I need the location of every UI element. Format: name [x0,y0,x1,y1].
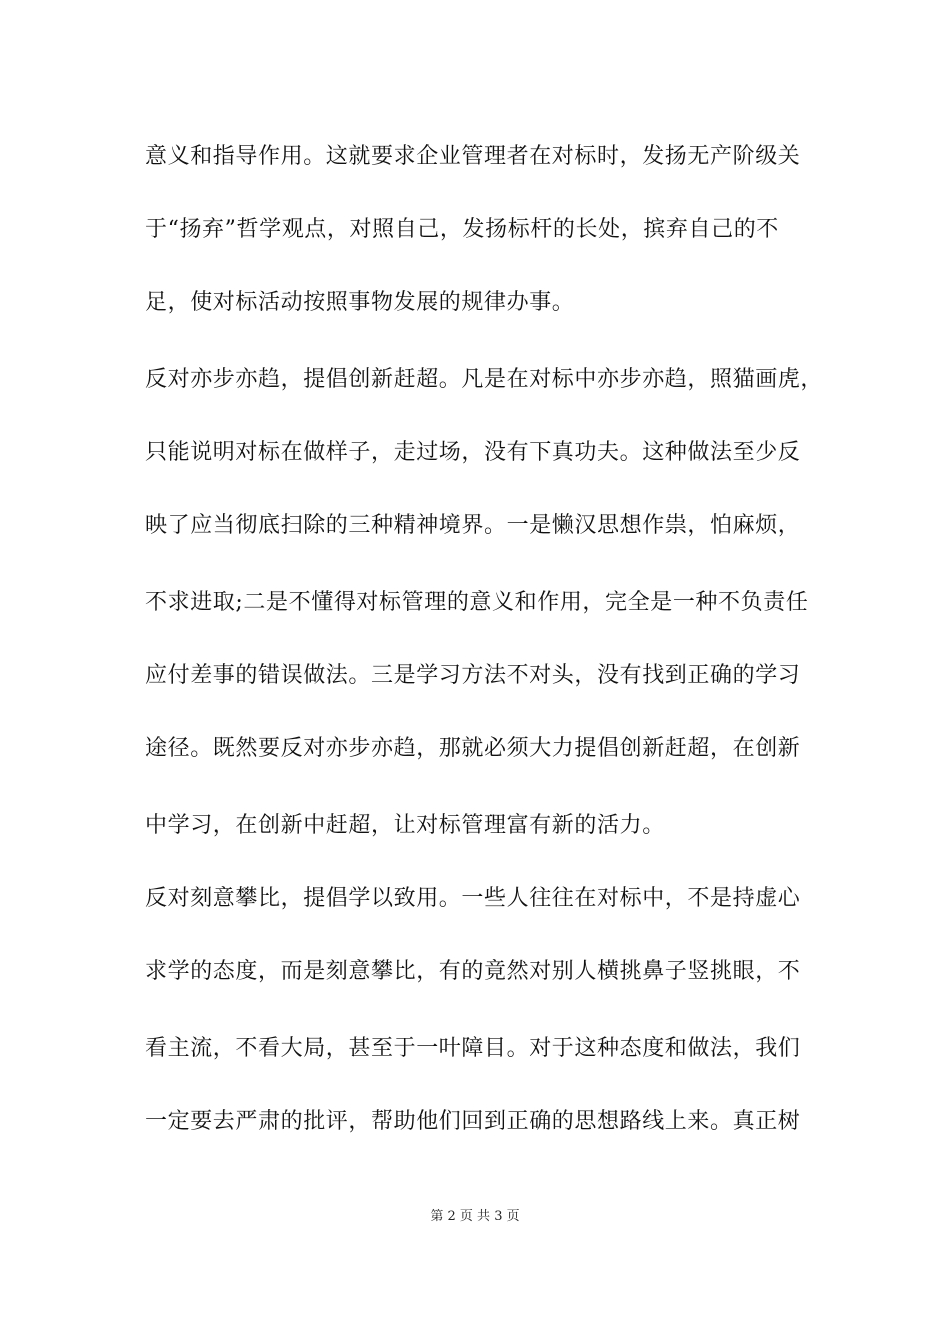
text-line: 不求进取;二是不懂得对标管理的意义和作用，完全是一种不负责任 [145,590,809,615]
text-line: 反对亦步亦趋，提倡创新赶超。凡是在对标中亦步亦趋，照猫画虎， [145,367,824,392]
page-number: 第 2 页 共 3 页 [430,1209,520,1224]
text-line: 途径。既然要反对亦步亦趋，那就必须大力提倡创新赶超，在创新 [145,736,801,761]
text-line: 映了应当彻底扫除的三种精神境界。一是懒汉思想作祟，怕麻烦， [145,513,801,538]
text-line: 看主流，不看大局，甚至于一叶障目。对于这种态度和做法，我们 [145,1036,801,1061]
text-line: 中学习，在创新中赶超，让对标管理富有新的活力。 [145,813,665,838]
text-line: 只能说明对标在做样子，走过场，没有下真功夫。这种做法至少反 [145,440,801,465]
text-line: 意义和指导作用。这就要求企业管理者在对标时，发扬无产阶级关 [145,144,801,169]
text-line: 一定要去严肃的批评，帮助他们回到正确的思想路线上来。真正树 [145,1109,801,1134]
text-line: 足，使对标活动按照事物发展的规律办事。 [145,290,575,315]
text-line: 于“扬弃”哲学观点，对照自己，发扬标杆的长处，摈弃自己的不 [145,217,779,242]
page-footer [0,1209,950,1225]
text-line: 求学的态度，而是刻意攀比，有的竟然对别人横挑鼻子竖挑眼，不 [145,959,801,984]
text-line: 反对刻意攀比，提倡学以致用。一些人往往在对标中，不是持虚心 [145,886,801,911]
text-line: 应付差事的错误做法。三是学习方法不对头，没有找到正确的学习 [145,663,801,688]
